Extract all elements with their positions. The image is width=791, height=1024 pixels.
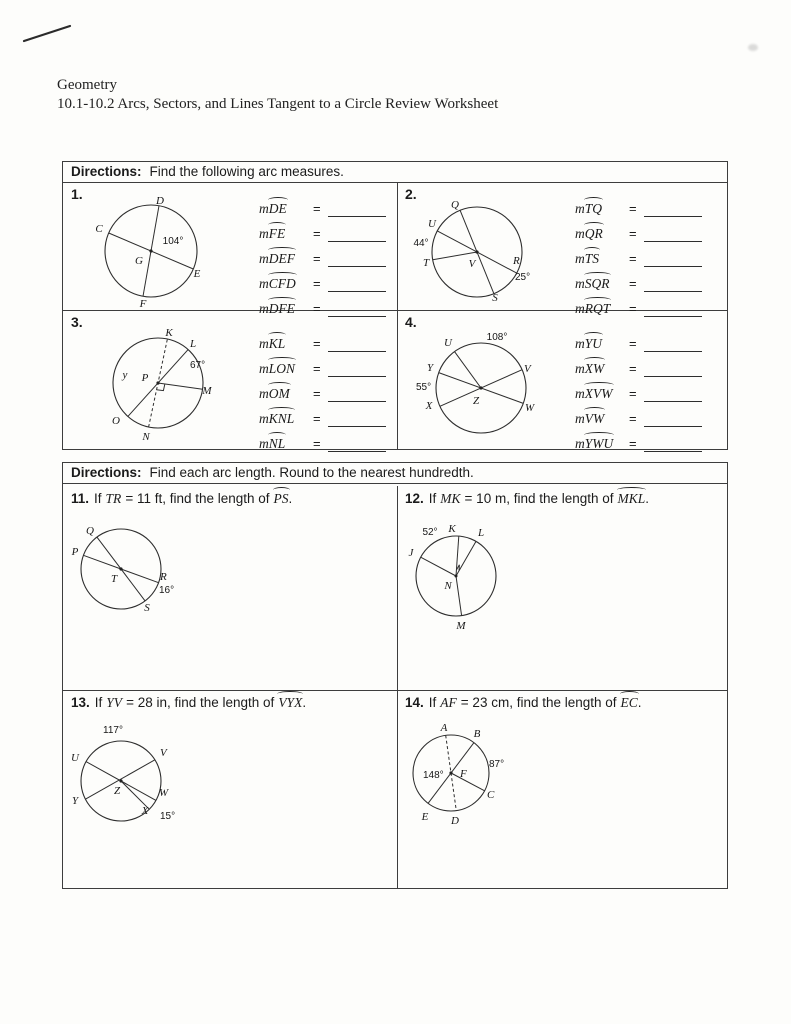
center-label-G: G bbox=[135, 255, 143, 267]
arc-expression: mTQ bbox=[575, 201, 603, 216]
arc-expression: mNL bbox=[259, 436, 286, 451]
arc-measure-row: mCFD = bbox=[259, 267, 386, 292]
point-label-S: S bbox=[144, 602, 150, 614]
point-label-N: N bbox=[142, 431, 150, 443]
point-label-M: M bbox=[202, 385, 212, 397]
answer-blank bbox=[328, 436, 386, 452]
point-label-P: P bbox=[71, 546, 79, 558]
arc-expression: mOM bbox=[259, 386, 290, 401]
angle-label-16: 16° bbox=[159, 585, 175, 596]
center-dot bbox=[479, 386, 482, 389]
problem-3-answers bbox=[259, 327, 386, 452]
problem-number: 3. bbox=[71, 314, 83, 330]
right-angle-mark bbox=[157, 384, 165, 391]
center-dot bbox=[449, 771, 452, 774]
problem-14-diagram bbox=[399, 721, 534, 846]
arc-measure-row: mYWU = bbox=[575, 427, 702, 452]
problem-12-diagram bbox=[401, 516, 536, 634]
arc-measure-row: mKL = bbox=[259, 327, 386, 352]
arc-measure-row: mNL = bbox=[259, 427, 386, 452]
center-dot bbox=[475, 250, 478, 253]
problem-3-diagram bbox=[96, 326, 231, 446]
point-label-A: A bbox=[440, 722, 448, 734]
point-label-X: X bbox=[425, 400, 433, 412]
center-dot bbox=[119, 567, 122, 570]
arc-measure-row: mQR = bbox=[575, 217, 702, 242]
point-label-Q: Q bbox=[86, 525, 94, 537]
angle-label-117: 117° bbox=[103, 725, 123, 736]
point-label-E: E bbox=[421, 811, 429, 823]
point-label-C: C bbox=[95, 223, 103, 235]
answer-blank bbox=[328, 361, 386, 377]
scan-smudge bbox=[748, 44, 758, 51]
problem-number: 1. bbox=[71, 186, 83, 202]
directions-text: Find the following arc measures. bbox=[149, 164, 344, 179]
arc-measure-row: mRQT = bbox=[575, 292, 702, 317]
diameter-YV bbox=[85, 760, 154, 799]
column-divider bbox=[397, 183, 398, 449]
worksheet-title: 10.1-10.2 Arcs, Sectors, and Lines Tangent to a Circle Review Worksheet bbox=[57, 96, 499, 112]
point-label-L: L bbox=[189, 338, 197, 350]
point-label-L: L bbox=[477, 527, 485, 539]
arc-measure-row: mLON = bbox=[259, 352, 386, 377]
point-label-R: R bbox=[160, 571, 167, 583]
point-label-U: U bbox=[71, 752, 79, 764]
radius-UZ bbox=[455, 352, 482, 388]
answer-blank bbox=[328, 276, 386, 292]
point-label-V: V bbox=[524, 363, 531, 375]
problem-14-statement: 14. If AF = 23 cm, find the length of EC. bbox=[405, 695, 642, 710]
directions-row-1 bbox=[63, 162, 727, 183]
answer-blank bbox=[644, 226, 702, 242]
point-label-K: K bbox=[165, 327, 173, 339]
answer-blank bbox=[644, 386, 702, 402]
arc-expression: mRQT bbox=[575, 301, 611, 316]
arc-lengths-table bbox=[62, 462, 728, 889]
answer-blank bbox=[644, 301, 702, 317]
problem-4-diagram bbox=[416, 330, 551, 443]
problem-12-statement: 12. If MK = 10 m, find the length of MKL. bbox=[405, 491, 650, 506]
angle-label-87: 87° bbox=[489, 759, 505, 770]
answer-blank bbox=[644, 336, 702, 352]
arc-measures-table bbox=[62, 161, 728, 450]
answer-blank bbox=[328, 336, 386, 352]
arc-expression: mKNL bbox=[259, 411, 295, 426]
angle-label-148: 148° bbox=[423, 770, 444, 781]
arc-measure-row: mTS = bbox=[575, 242, 702, 267]
answer-blank bbox=[328, 386, 386, 402]
angle-label-108: 108° bbox=[486, 332, 508, 343]
pen-mark bbox=[18, 18, 82, 50]
arc-measure-row: mXW = bbox=[575, 352, 702, 377]
angle-label-67: 67° bbox=[190, 360, 206, 371]
angle-label-104: 104° bbox=[162, 236, 184, 247]
directions-label: Directions: bbox=[71, 164, 142, 179]
page-header bbox=[57, 76, 498, 114]
point-label-Y: Y bbox=[71, 795, 79, 807]
answer-blank bbox=[328, 411, 386, 427]
arc-measure-row: mXVW = bbox=[575, 377, 702, 402]
answer-blank bbox=[644, 436, 702, 452]
answer-blank bbox=[644, 361, 702, 377]
point-label-R: R bbox=[513, 255, 520, 267]
problem-1-answers bbox=[259, 192, 386, 317]
answer-blank bbox=[644, 411, 702, 427]
answer-blank bbox=[644, 201, 702, 217]
radius-NL bbox=[456, 541, 476, 576]
point-label-K: K bbox=[448, 523, 456, 535]
problem-2-diagram bbox=[409, 194, 544, 310]
arc-measure-row: mDFE = bbox=[259, 292, 386, 317]
arc-measure-row: mDEF = bbox=[259, 242, 386, 267]
angle-label-52: 52° bbox=[422, 527, 438, 538]
arc-expression: mSQR bbox=[575, 276, 610, 291]
arc-measure-row: mKNL = bbox=[259, 402, 386, 427]
center-dot bbox=[455, 575, 458, 578]
answer-blank bbox=[328, 251, 386, 267]
arc-expression: mCFD bbox=[259, 276, 296, 291]
point-label-O: O bbox=[112, 415, 120, 427]
arc-expression: mLON bbox=[259, 361, 296, 376]
center-label-Z: Z bbox=[113, 785, 121, 797]
center-dot bbox=[156, 381, 159, 384]
arc-expression: mKL bbox=[259, 336, 286, 351]
point-label-C: C bbox=[487, 789, 495, 801]
arc-measure-row: mSQR = bbox=[575, 267, 702, 292]
arc-expression: mQR bbox=[575, 226, 603, 241]
point-label-T: T bbox=[422, 257, 430, 269]
point-label-D: D bbox=[451, 815, 459, 827]
arc-expression: mXVW bbox=[575, 386, 613, 401]
answer-blank bbox=[644, 276, 702, 292]
label-y: y bbox=[122, 369, 128, 381]
angle-label-44: 44° bbox=[413, 238, 429, 249]
point-label-X: X bbox=[141, 805, 149, 817]
directions-text: Find each arc length. Round to the nearest hundredth. bbox=[149, 465, 474, 480]
center-label-V: V bbox=[468, 258, 476, 270]
point-label-D: D bbox=[156, 195, 164, 207]
radius-NJ bbox=[421, 557, 456, 576]
arc-expression: mVW bbox=[575, 411, 605, 426]
center-label-N: N bbox=[444, 580, 452, 592]
point-label-S: S bbox=[492, 292, 498, 304]
arc-measure-row: mTQ = bbox=[575, 192, 702, 217]
center-label-P: P bbox=[141, 372, 149, 384]
answer-blank bbox=[328, 201, 386, 217]
arc-measure-row: mFE = bbox=[259, 217, 386, 242]
radius-NK bbox=[456, 536, 459, 576]
arc-measure-row: mOM = bbox=[259, 377, 386, 402]
point-label-V: V bbox=[160, 747, 167, 759]
point-label-W: W bbox=[525, 402, 535, 414]
arc-expression: mDEF bbox=[259, 251, 295, 266]
arc-expression: mTS bbox=[575, 251, 600, 266]
center-label-T: T bbox=[110, 573, 118, 585]
arc-expression: mYU bbox=[575, 336, 603, 351]
arc-measure-row: mYU = bbox=[575, 327, 702, 352]
point-label-Q: Q bbox=[451, 199, 459, 211]
center-dot bbox=[149, 249, 152, 252]
point-label-U: U bbox=[428, 218, 436, 230]
arc-expression: mDFE bbox=[259, 301, 295, 316]
arc-expression: mYWU bbox=[575, 436, 614, 451]
point-label-W: W bbox=[159, 787, 169, 799]
point-label-B: B bbox=[473, 728, 481, 740]
point-label-M: M bbox=[456, 620, 466, 632]
center-dot bbox=[119, 779, 122, 782]
arc-expression: mDE bbox=[259, 201, 287, 216]
angle-label-25: 25° bbox=[515, 272, 531, 283]
point-label-F: F bbox=[139, 298, 147, 310]
problem-number: 4. bbox=[405, 314, 417, 330]
radius-NM bbox=[456, 576, 462, 616]
point-label-U: U bbox=[444, 337, 452, 349]
center-label-F: F bbox=[460, 768, 467, 780]
problem-1-diagram bbox=[86, 194, 221, 310]
problem-4-answers bbox=[575, 327, 702, 452]
radius-FC bbox=[451, 773, 485, 791]
directions-row-2 bbox=[63, 463, 727, 484]
center-label-Z: Z bbox=[472, 395, 480, 407]
column-divider bbox=[397, 486, 398, 888]
point-label-Y: Y bbox=[426, 362, 434, 374]
problem-2-answers bbox=[575, 192, 702, 317]
problem-13-diagram bbox=[63, 703, 203, 833]
arc-measure-row: mDE = bbox=[259, 192, 386, 217]
answer-blank bbox=[328, 226, 386, 242]
problem-13-statement: 13. If YV = 28 in, find the length of VYX. bbox=[71, 695, 307, 710]
angle-label-55: 55° bbox=[416, 382, 432, 393]
arc-expression: mXW bbox=[575, 361, 605, 376]
directions-label: Directions: bbox=[71, 465, 142, 480]
problem-11-diagram bbox=[67, 519, 202, 629]
arc-measure-row: mVW = bbox=[575, 402, 702, 427]
point-label-E: E bbox=[193, 268, 201, 280]
answer-blank bbox=[644, 251, 702, 267]
point-label-J: J bbox=[408, 547, 414, 559]
arc-expression: mFE bbox=[259, 226, 286, 241]
course-title: Geometry bbox=[57, 77, 117, 93]
problem-11-statement: 11. If TR = 11 ft, find the length of PS. bbox=[71, 491, 293, 506]
angle-label-15: 15° bbox=[160, 811, 176, 822]
problem-number: 2. bbox=[405, 186, 417, 202]
answer-blank bbox=[328, 301, 386, 317]
